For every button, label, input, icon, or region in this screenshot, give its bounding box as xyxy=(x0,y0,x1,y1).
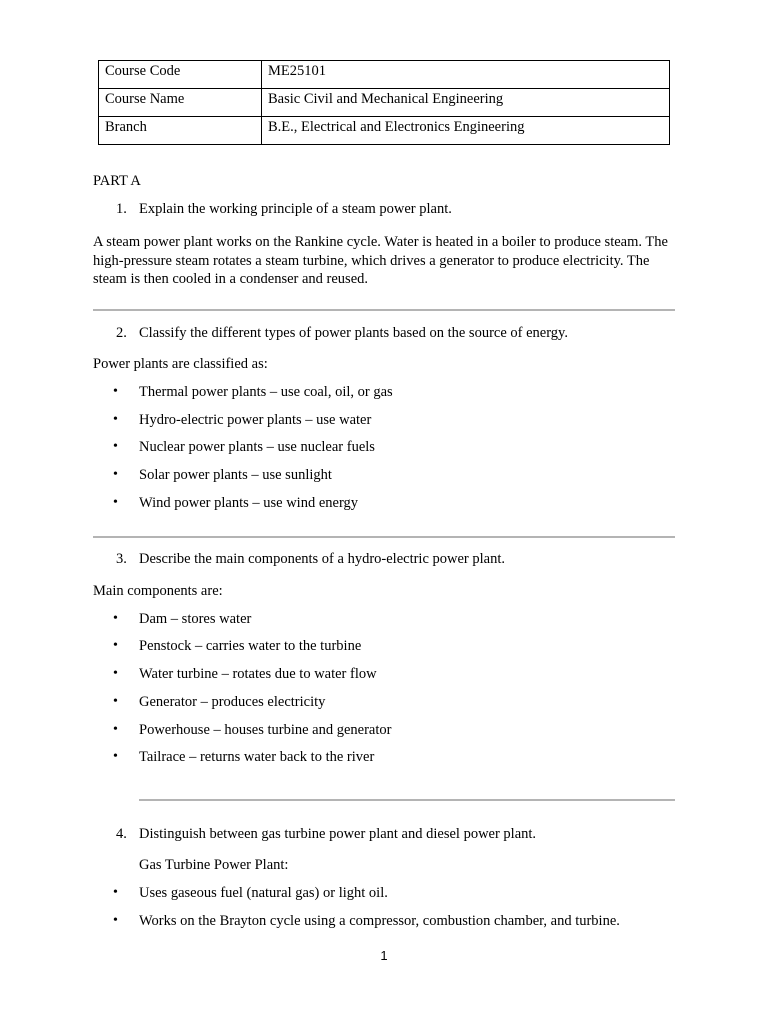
question-number: 4. xyxy=(116,826,127,842)
bullet-glyph: • xyxy=(113,666,118,681)
list-item: Tailrace – returns water back to the river xyxy=(139,749,375,765)
list-item: Generator – produces electricity xyxy=(139,694,326,710)
question-number: 1. xyxy=(116,201,127,217)
section-divider xyxy=(93,309,675,311)
section-divider xyxy=(93,536,675,538)
answer-intro: Power plants are classified as: xyxy=(93,356,268,372)
list-item: Works on the Brayton cycle using a compressor, combustion chamber, and turbine. xyxy=(139,913,620,929)
bullet-glyph: • xyxy=(113,384,118,399)
question-number: 2. xyxy=(116,325,127,341)
question-text: Distinguish between gas turbine power plant and diesel power plant. xyxy=(139,826,537,842)
table-value-cell: Basic Civil and Mechanical Engineering xyxy=(262,89,670,117)
list-item: Thermal power plants – use coal, oil, or gas xyxy=(139,384,393,400)
list-item: Uses gaseous fuel (natural gas) or light oil. xyxy=(139,885,388,901)
question-text: Describe the main components of a hydro-electric power plant. xyxy=(139,551,505,567)
course-info-table xyxy=(98,60,670,145)
bullet-glyph: • xyxy=(113,885,118,900)
bullet-glyph: • xyxy=(113,722,118,737)
table-label-cell: Course Name xyxy=(99,89,262,117)
bullet-glyph: • xyxy=(113,467,118,482)
question-text: Explain the working principle of a steam power plant. xyxy=(139,201,452,217)
bullet-glyph: • xyxy=(113,638,118,653)
bullet-glyph: • xyxy=(113,913,118,928)
page-number: 1 xyxy=(380,948,388,963)
bullet-glyph: • xyxy=(113,412,118,427)
list-item: Powerhouse – houses turbine and generator xyxy=(139,722,392,738)
bullet-glyph: • xyxy=(113,439,118,454)
list-item: Wind power plants – use wind energy xyxy=(139,495,359,511)
list-item: Dam – stores water xyxy=(139,611,252,627)
bullet-glyph: • xyxy=(113,611,118,626)
table-row xyxy=(99,117,670,145)
answer-intro: Main components are: xyxy=(93,583,223,599)
list-item: Hydro-electric power plants – use water xyxy=(139,412,372,428)
table-value-cell: ME25101 xyxy=(262,61,670,89)
bullet-glyph: • xyxy=(113,495,118,510)
bullet-glyph: • xyxy=(113,694,118,709)
answer-paragraph: A steam power plant works on the Rankine cycle. Water is heated in a boiler to produce steam. The high-pressure steam rotates a steam turbine, which drives a generator to produce electricity. The steam is then cooled in a condenser and reused. xyxy=(93,234,668,287)
table-row xyxy=(99,61,670,89)
question-number: 3. xyxy=(116,551,127,567)
table-value-cell: B.E., Electrical and Electronics Engineering xyxy=(262,117,670,145)
list-item: Water turbine – rotates due to water flow xyxy=(139,666,377,682)
table-label-cell: Course Code xyxy=(99,61,262,89)
list-item: Nuclear power plants – use nuclear fuels xyxy=(139,439,375,455)
bullet-glyph: • xyxy=(113,749,118,764)
answer-subheading: Gas Turbine Power Plant: xyxy=(139,857,289,873)
list-item: Penstock – carries water to the turbine xyxy=(139,638,362,654)
list-item: Solar power plants – use sunlight xyxy=(139,467,332,483)
table-row xyxy=(99,89,670,117)
question-text: Classify the different types of power plants based on the source of energy. xyxy=(139,325,568,341)
section-divider xyxy=(139,799,675,801)
table-label-cell: Branch xyxy=(99,117,262,145)
part-title: PART A xyxy=(93,173,141,189)
